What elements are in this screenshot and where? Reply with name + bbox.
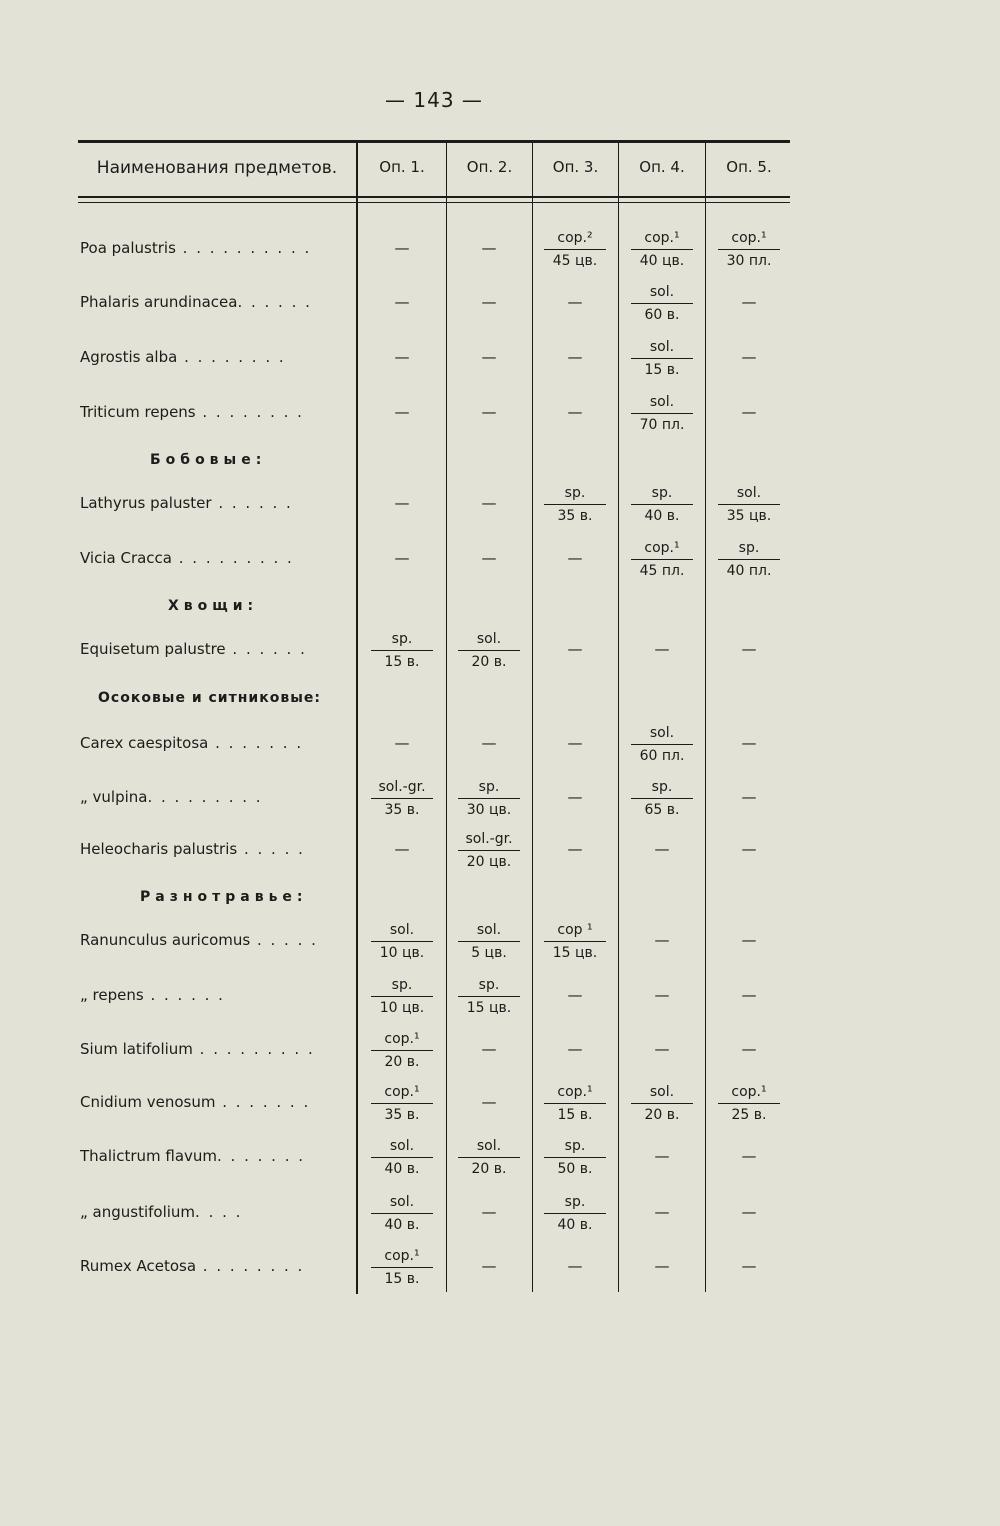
species-name: Agrostis alba bbox=[80, 348, 178, 366]
row-species-name bbox=[80, 1203, 350, 1221]
cell-height-phase: 35 в. bbox=[557, 508, 593, 524]
cell-dash: — bbox=[481, 1093, 497, 1111]
cell-value bbox=[367, 629, 437, 672]
row-species-name bbox=[80, 549, 350, 567]
dot-leader: . . . . . . . . . bbox=[192, 1040, 315, 1058]
cell-dash: — bbox=[481, 1040, 497, 1058]
cell-height-phase: 70 пл. bbox=[639, 417, 685, 433]
row-species-name bbox=[80, 1257, 350, 1275]
cell-height-phase: 15 цв. bbox=[552, 945, 598, 961]
cell-dash: — bbox=[567, 986, 583, 1004]
header-rule bbox=[78, 196, 790, 198]
cell-height-phase: 40 в. bbox=[557, 1217, 593, 1233]
cell-dash: — bbox=[741, 1203, 757, 1221]
dot-leader: . . . . . . . bbox=[208, 734, 304, 752]
dot-leader: . . . . . . bbox=[225, 640, 307, 658]
cell-abundance: sp. bbox=[544, 483, 606, 505]
cell-value bbox=[454, 777, 524, 820]
cell-abundance: sol. bbox=[631, 337, 693, 359]
cell-value bbox=[627, 282, 697, 325]
cell-dash: — bbox=[741, 640, 757, 658]
cell-dash: — bbox=[741, 293, 757, 311]
header-op-5: Оп. 5. bbox=[726, 158, 772, 176]
species-name: „ repens bbox=[80, 986, 144, 1004]
cell-value bbox=[540, 1082, 610, 1125]
cell-abundance: sp. bbox=[718, 538, 780, 560]
dot-leader: . . . . . . . . . bbox=[172, 549, 294, 567]
cell-dash: — bbox=[567, 1257, 583, 1275]
cell-height-phase: 35 в. bbox=[384, 1107, 420, 1123]
cell-height-phase: 35 в. bbox=[384, 802, 420, 818]
cell-dash: — bbox=[654, 840, 670, 858]
header-op-1: Оп. 1. bbox=[379, 158, 425, 176]
cell-dash: — bbox=[741, 986, 757, 1004]
species-name: Lathyrus paluster bbox=[80, 494, 212, 512]
cell-dash: — bbox=[741, 348, 757, 366]
cell-dash: — bbox=[567, 788, 583, 806]
cell-abundance: sol. bbox=[631, 392, 693, 414]
cell-dash: — bbox=[741, 1040, 757, 1058]
cell-dash: — bbox=[481, 293, 497, 311]
row-species-name bbox=[80, 931, 350, 949]
column-divider bbox=[532, 142, 533, 1292]
cell-height-phase: 45 пл. bbox=[639, 563, 685, 579]
cell-height-phase: 25 в. bbox=[731, 1107, 767, 1123]
dot-leader: . . . . . . bbox=[143, 986, 225, 1004]
cell-dash: — bbox=[567, 640, 583, 658]
cell-abundance: cop.¹ bbox=[631, 228, 693, 250]
cell-dash: — bbox=[481, 734, 497, 752]
cell-value bbox=[540, 1192, 610, 1235]
cell-dash: — bbox=[394, 239, 410, 257]
cell-value bbox=[367, 777, 437, 820]
cell-abundance: sp. bbox=[371, 975, 433, 997]
dot-leader: . . . . . bbox=[237, 840, 305, 858]
cell-value bbox=[367, 1136, 437, 1179]
cell-height-phase: 30 пл. bbox=[726, 253, 772, 269]
dot-leader: . . . . . bbox=[250, 931, 318, 949]
cell-dash: — bbox=[481, 403, 497, 421]
cell-dash: — bbox=[394, 494, 410, 512]
cell-dash: — bbox=[741, 403, 757, 421]
header-op-2: Оп. 2. bbox=[466, 158, 513, 176]
cell-dash: — bbox=[567, 348, 583, 366]
cell-abundance: sol.-gr. bbox=[371, 777, 433, 799]
cell-height-phase: 30 цв. bbox=[466, 802, 512, 818]
row-species-name bbox=[80, 494, 350, 512]
cell-abundance: cop ¹ bbox=[544, 920, 606, 942]
cell-height-phase: 10 цв. bbox=[379, 945, 425, 961]
cell-height-phase: 40 цв. bbox=[639, 253, 685, 269]
cell-dash: — bbox=[394, 348, 410, 366]
species-name: Heleocharis palustris bbox=[80, 840, 238, 858]
cell-dash: — bbox=[394, 734, 410, 752]
cell-abundance: sol. bbox=[371, 1136, 433, 1158]
cell-value bbox=[540, 483, 610, 526]
cell-dash: — bbox=[481, 1257, 497, 1275]
cell-value bbox=[454, 829, 524, 872]
cell-value bbox=[627, 337, 697, 380]
cell-height-phase: 40 в. bbox=[384, 1217, 420, 1233]
row-species-name bbox=[80, 1093, 350, 1111]
row-species-name bbox=[80, 293, 350, 311]
cell-value bbox=[627, 392, 697, 435]
cell-dash: — bbox=[394, 840, 410, 858]
section-osokovye: Осоковые и ситниковые: bbox=[98, 690, 321, 706]
cell-height-phase: 20 в. bbox=[644, 1107, 680, 1123]
cell-abundance: cop.¹ bbox=[371, 1029, 433, 1051]
cell-abundance: sp. bbox=[631, 483, 693, 505]
cell-height-phase: 15 в. bbox=[384, 1271, 420, 1287]
cell-dash: — bbox=[654, 640, 670, 658]
cell-height-phase: 60 в. bbox=[644, 307, 680, 323]
cell-height-phase: 10 цв. bbox=[379, 1000, 425, 1016]
cell-dash: — bbox=[741, 931, 757, 949]
cell-dash: — bbox=[567, 840, 583, 858]
cell-height-phase: 15 в. bbox=[557, 1107, 593, 1123]
cell-height-phase: 45 цв. bbox=[552, 253, 598, 269]
cell-abundance: sol. bbox=[458, 1136, 520, 1158]
cell-value bbox=[714, 228, 784, 271]
row-species-name bbox=[80, 1147, 350, 1165]
dot-leader: . . . . . . . bbox=[215, 1093, 311, 1111]
cell-dash: — bbox=[654, 1203, 670, 1221]
dot-leader: . . . . . . . . . . bbox=[175, 239, 312, 257]
cell-abundance: cop.¹ bbox=[631, 538, 693, 560]
page-number: — 143 — bbox=[385, 88, 483, 112]
row-species-name bbox=[80, 239, 350, 257]
cell-height-phase: 35 цв. bbox=[726, 508, 772, 524]
cell-value bbox=[540, 228, 610, 271]
table-top-rule bbox=[78, 140, 790, 143]
section-khvoshchi: Хвощи: bbox=[168, 598, 259, 614]
dot-leader: . . . . . . . . bbox=[177, 348, 286, 366]
row-species-name bbox=[80, 403, 350, 421]
cell-height-phase: 15 цв. bbox=[466, 1000, 512, 1016]
species-name: Phalaris arundinacea bbox=[80, 293, 238, 311]
cell-dash: — bbox=[481, 348, 497, 366]
cell-value bbox=[714, 538, 784, 581]
cell-height-phase: 20 цв. bbox=[466, 854, 512, 870]
cell-dash: — bbox=[654, 931, 670, 949]
species-name: Poa palustris bbox=[80, 239, 176, 257]
cell-dash: — bbox=[567, 293, 583, 311]
species-name: Triticum repens bbox=[80, 403, 196, 421]
header-op-3: Оп. 3. bbox=[552, 158, 599, 176]
cell-value bbox=[540, 920, 610, 963]
cell-dash: — bbox=[741, 1147, 757, 1165]
cell-height-phase: 40 пл. bbox=[726, 563, 772, 579]
cell-dash: — bbox=[481, 1203, 497, 1221]
cell-abundance: sp. bbox=[544, 1136, 606, 1158]
dot-leader: . . . . . . bbox=[211, 494, 293, 512]
dot-leader: . . . . bbox=[195, 1203, 243, 1221]
dot-leader: . . . . . . . bbox=[217, 1147, 306, 1165]
cell-value bbox=[454, 975, 524, 1018]
cell-abundance: cop.² bbox=[544, 228, 606, 250]
header-op-4: Оп. 4. bbox=[639, 158, 685, 176]
species-name: Equisetum palustre bbox=[80, 640, 226, 658]
cell-dash: — bbox=[481, 549, 497, 567]
cell-height-phase: 60 пл. bbox=[639, 748, 685, 764]
cell-abundance: sp. bbox=[458, 777, 520, 799]
cell-dash: — bbox=[567, 1040, 583, 1058]
cell-dash: — bbox=[741, 1257, 757, 1275]
column-divider bbox=[356, 142, 358, 1294]
species-name: Vicia Cracca bbox=[80, 549, 172, 567]
cell-value bbox=[627, 538, 697, 581]
cell-dash: — bbox=[481, 239, 497, 257]
cell-height-phase: 65 в. bbox=[644, 802, 680, 818]
cell-dash: — bbox=[567, 734, 583, 752]
cell-abundance: sol. bbox=[371, 1192, 433, 1214]
species-name: „ vulpina bbox=[80, 788, 148, 806]
cell-abundance: sp. bbox=[458, 975, 520, 997]
cell-abundance: sp. bbox=[371, 629, 433, 651]
cell-dash: — bbox=[654, 1257, 670, 1275]
cell-height-phase: 15 в. bbox=[384, 654, 420, 670]
cell-height-phase: 20 в. bbox=[471, 654, 507, 670]
cell-dash: — bbox=[394, 403, 410, 421]
cell-dash: — bbox=[741, 734, 757, 752]
cell-abundance: sp. bbox=[631, 777, 693, 799]
cell-height-phase: 40 в. bbox=[384, 1161, 420, 1177]
row-species-name bbox=[80, 788, 350, 806]
cell-abundance: sp. bbox=[544, 1192, 606, 1214]
species-name: Carex caespitosa bbox=[80, 734, 209, 752]
cell-height-phase: 20 в. bbox=[384, 1054, 420, 1070]
cell-abundance: sol. bbox=[631, 723, 693, 745]
cell-abundance: cop.¹ bbox=[718, 228, 780, 250]
column-divider bbox=[705, 142, 706, 1292]
cell-value bbox=[627, 723, 697, 766]
cell-height-phase: 15 в. bbox=[644, 362, 680, 378]
row-species-name bbox=[80, 734, 350, 752]
cell-height-phase: 40 в. bbox=[644, 508, 680, 524]
cell-dash: — bbox=[567, 549, 583, 567]
cell-value bbox=[627, 777, 697, 820]
column-divider bbox=[446, 142, 447, 1292]
cell-value bbox=[714, 1082, 784, 1125]
cell-value bbox=[367, 920, 437, 963]
cell-dash: — bbox=[567, 403, 583, 421]
cell-value bbox=[367, 1246, 437, 1289]
cell-value bbox=[367, 1029, 437, 1072]
cell-value bbox=[367, 1082, 437, 1125]
cell-dash: — bbox=[654, 1040, 670, 1058]
cell-value bbox=[627, 228, 697, 271]
cell-value bbox=[627, 483, 697, 526]
row-species-name bbox=[80, 640, 350, 658]
species-name: Rumex Acetosa bbox=[80, 1257, 197, 1275]
cell-abundance: cop.¹ bbox=[371, 1082, 433, 1104]
header-rule-thin bbox=[78, 202, 790, 203]
species-name: Thalictrum flavum bbox=[80, 1147, 218, 1165]
dot-leader: . . . . . . . . bbox=[196, 1257, 305, 1275]
section-raznotravye: Разнотравье: bbox=[140, 889, 308, 905]
cell-value bbox=[540, 1136, 610, 1179]
cell-abundance: sol. bbox=[718, 483, 780, 505]
cell-value bbox=[627, 1082, 697, 1125]
cell-height-phase: 20 в. bbox=[471, 1161, 507, 1177]
cell-abundance: sol. bbox=[371, 920, 433, 942]
cell-value bbox=[367, 1192, 437, 1235]
section-bobovye: Бобовые: bbox=[150, 452, 267, 468]
cell-value bbox=[454, 629, 524, 672]
cell-dash: — bbox=[654, 1147, 670, 1165]
row-species-name bbox=[80, 986, 350, 1004]
cell-value bbox=[454, 1136, 524, 1179]
cell-dash: — bbox=[741, 788, 757, 806]
column-divider bbox=[618, 142, 619, 1292]
header-name: Наименования предметов. bbox=[96, 158, 338, 178]
cell-height-phase: 50 в. bbox=[557, 1161, 593, 1177]
cell-abundance: sol.-gr. bbox=[458, 829, 520, 851]
cell-value bbox=[367, 975, 437, 1018]
cell-dash: — bbox=[654, 986, 670, 1004]
species-name: Ranunculus auricomus bbox=[80, 931, 251, 949]
species-name: Sium latifolium bbox=[80, 1040, 193, 1058]
cell-height-phase: 5 цв. bbox=[471, 945, 507, 961]
cell-abundance: sol. bbox=[631, 282, 693, 304]
species-name: „ angustifolium bbox=[80, 1203, 196, 1221]
species-name: Cnidium venosum bbox=[80, 1093, 216, 1111]
cell-value bbox=[714, 483, 784, 526]
dot-leader: . . . . . . . . bbox=[195, 403, 304, 421]
dot-leader: . . . . . . bbox=[237, 293, 312, 311]
cell-abundance: sol. bbox=[458, 629, 520, 651]
cell-dash: — bbox=[481, 494, 497, 512]
cell-dash: — bbox=[394, 549, 410, 567]
row-species-name bbox=[80, 840, 350, 858]
row-species-name bbox=[80, 348, 350, 366]
cell-abundance: cop.¹ bbox=[718, 1082, 780, 1104]
cell-abundance: sol. bbox=[458, 920, 520, 942]
dot-leader: . . . . . . . . . bbox=[147, 788, 263, 806]
cell-abundance: cop.¹ bbox=[544, 1082, 606, 1104]
cell-abundance: sol. bbox=[631, 1082, 693, 1104]
cell-value bbox=[454, 920, 524, 963]
cell-dash: — bbox=[741, 840, 757, 858]
cell-abundance: cop.¹ bbox=[371, 1246, 433, 1268]
row-species-name bbox=[80, 1040, 350, 1058]
cell-dash: — bbox=[394, 293, 410, 311]
